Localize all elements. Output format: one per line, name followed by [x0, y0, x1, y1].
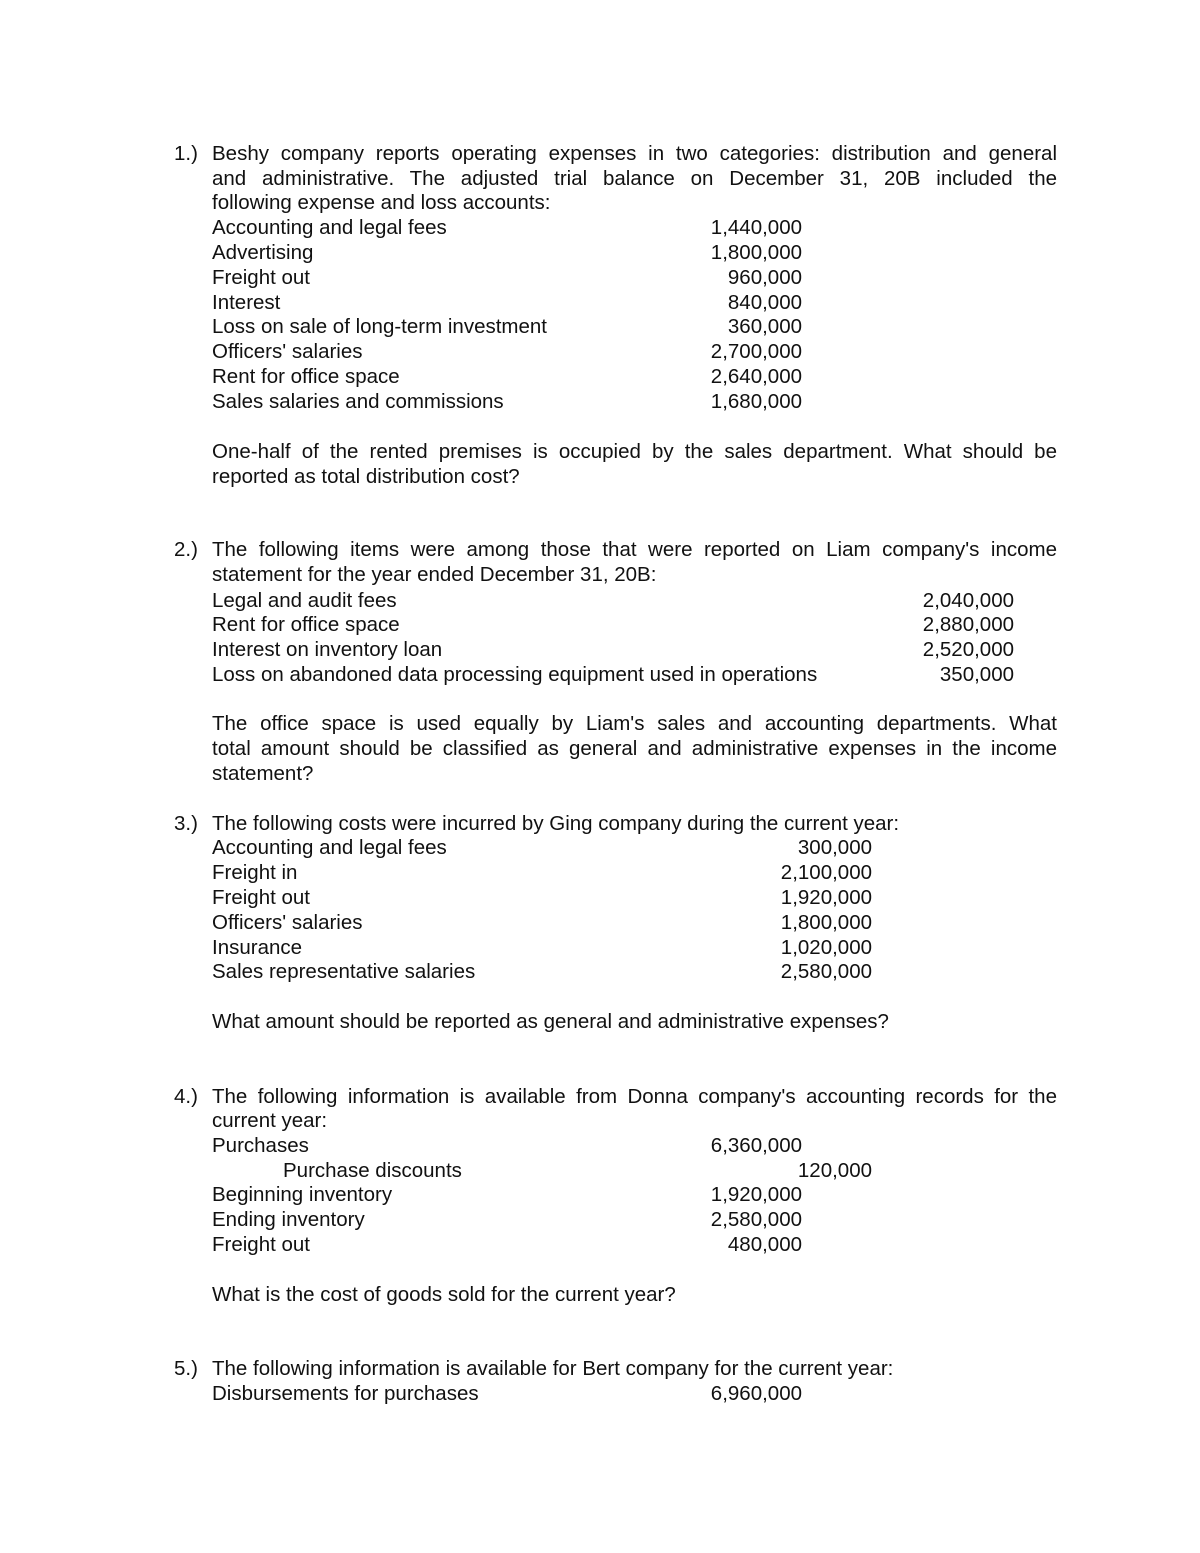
- account-label: Beginning inventory: [212, 1183, 393, 1206]
- account-amount: 1,920,000: [710, 1183, 802, 1206]
- account-amount: 1,800,000: [710, 241, 802, 264]
- account-amount: 1,020,000: [780, 936, 872, 959]
- account-label: Interest on inventory loan: [212, 638, 443, 661]
- question-prompt-line: The office space is used equally by Liam's sales and accounting departments. What: [212, 712, 1057, 735]
- account-label: Accounting and legal fees: [212, 216, 447, 239]
- account-label: Freight out: [212, 266, 310, 289]
- account-amount: 6,360,000: [710, 1134, 802, 1157]
- account-amount: 120,000: [797, 1159, 872, 1182]
- account-label: Rent for office space: [212, 613, 400, 636]
- account-label: Rent for office space: [212, 365, 400, 388]
- account-label: Disbursements for purchases: [212, 1382, 479, 1405]
- account-amount: 1,800,000: [780, 911, 872, 934]
- question-text-line: following expense and loss accounts:: [212, 191, 551, 214]
- account-label: Advertising: [212, 241, 314, 264]
- question-text-line: statement for the year ended December 31, 20B:: [212, 563, 657, 586]
- question-prompt-line: statement?: [212, 762, 314, 785]
- question-text-line: The following information is available for Bert company for the current year:: [212, 1357, 894, 1380]
- account-label: Accounting and legal fees: [212, 836, 447, 859]
- account-label: Interest: [212, 291, 281, 314]
- question-text-line: The following information is available from Donna company's accounting records for the: [212, 1085, 1057, 1108]
- account-amount: 960,000: [727, 266, 802, 289]
- account-amount: 2,580,000: [710, 1208, 802, 1231]
- account-amount: 2,580,000: [780, 960, 872, 983]
- account-amount: 360,000: [727, 315, 802, 338]
- account-amount: 2,880,000: [922, 613, 1014, 636]
- account-label: Sales representative salaries: [212, 960, 476, 983]
- account-label: Loss on sale of long-term investment: [212, 315, 547, 338]
- question-prompt-line: total amount should be classified as general and administrative expenses in the income: [212, 737, 1057, 760]
- question-prompt-line: reported as total distribution cost?: [212, 465, 520, 488]
- account-label: Purchases: [212, 1134, 309, 1157]
- account-amount: 2,640,000: [710, 365, 802, 388]
- account-amount: 350,000: [939, 663, 1014, 686]
- account-label: Ending inventory: [212, 1208, 365, 1231]
- question-number: 2.): [174, 538, 198, 561]
- account-amount: 2,520,000: [922, 638, 1014, 661]
- question-text-line: Beshy company reports operating expenses in two categories: distribution and general: [212, 142, 1057, 165]
- account-label: Legal and audit fees: [212, 589, 397, 612]
- account-amount: 480,000: [727, 1233, 802, 1256]
- account-amount: 2,700,000: [710, 340, 802, 363]
- question-number: 3.): [174, 812, 198, 835]
- question-text-line: current year:: [212, 1109, 328, 1132]
- account-amount: 300,000: [797, 836, 872, 859]
- account-label: Purchase discounts: [283, 1159, 462, 1182]
- account-amount: 6,960,000: [710, 1382, 802, 1405]
- account-label: Insurance: [212, 936, 303, 959]
- account-label: Officers' salaries: [212, 911, 363, 934]
- account-amount: 1,680,000: [710, 390, 802, 413]
- question-number: 4.): [174, 1085, 198, 1108]
- account-amount: 840,000: [727, 291, 802, 314]
- account-label: Officers' salaries: [212, 340, 363, 363]
- question-text-line: and administrative. The adjusted trial balance on December 31, 20B included the: [212, 167, 1057, 190]
- question-text-line: The following costs were incurred by Ging company during the current year:: [212, 812, 900, 835]
- account-label: Loss on abandoned data processing equipment used in operations: [212, 663, 818, 686]
- account-label: Freight out: [212, 1233, 310, 1256]
- account-amount: 2,100,000: [780, 861, 872, 884]
- question-number: 1.): [174, 142, 198, 165]
- question-prompt-line: What amount should be reported as general and administrative expenses?: [212, 1010, 889, 1033]
- question-number: 5.): [174, 1357, 198, 1380]
- account-label: Freight in: [212, 861, 298, 884]
- account-amount: 1,920,000: [780, 886, 872, 909]
- account-label: Freight out: [212, 886, 310, 909]
- question-text-line: The following items were among those that were reported on Liam company's income: [212, 538, 1057, 561]
- question-prompt-line: What is the cost of goods sold for the current year?: [212, 1283, 676, 1306]
- account-label: Sales salaries and commissions: [212, 390, 504, 413]
- question-prompt-line: One-half of the rented premises is occupied by the sales department. What should be: [212, 440, 1057, 463]
- account-amount: 2,040,000: [922, 589, 1014, 612]
- account-amount: 1,440,000: [710, 216, 802, 239]
